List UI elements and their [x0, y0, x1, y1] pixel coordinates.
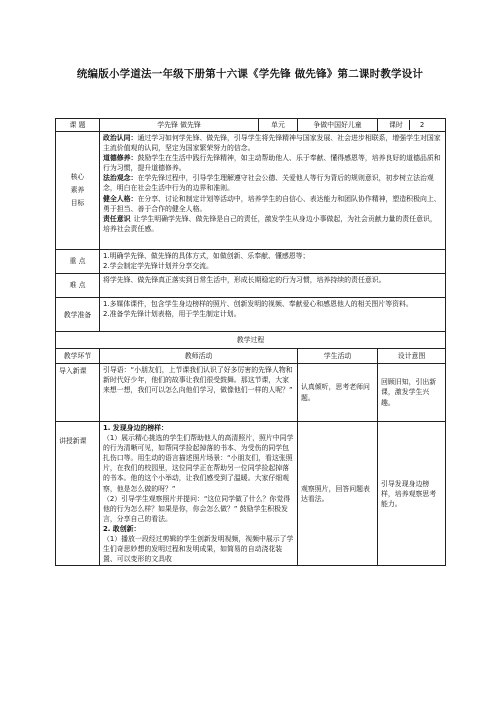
period-value: 2 — [409, 120, 434, 130]
process-row-intro — [56, 364, 446, 422]
difficult-points-row — [56, 274, 446, 298]
col-stage: 教学环节 — [56, 349, 100, 364]
unit-label: 单元 — [259, 119, 298, 132]
process-header-row — [56, 349, 446, 364]
goal-moral — [103, 153, 442, 173]
goal-law-text: 在学先锋过程中，引导学生理解遵守社会公德、关爱他人等行为背后的规则意识，初步树立法治观念，明白在社会生活中行为的边界和准则。 — [103, 174, 434, 193]
preparation-item-1: 1.多媒体课件，包含学生身边榜样的照片、创新发明的视频、奉献爱心和感恩他人的相关图片等资料。 — [103, 300, 413, 308]
preparation-label-text: 教学准备 — [63, 310, 92, 319]
goal-law — [103, 173, 442, 193]
period-cell — [378, 119, 446, 132]
teacher-intro: 引导语：“小朋友们，上节课我们认识了好多厉害的先锋人物和新时代好少年，他们的故事让我们很受鼓舞。那这节课，大家来想一想，我们可以怎么向他们学习，做像他们一样的人呢？” — [100, 364, 298, 422]
period-label: 课时 — [389, 120, 403, 129]
key-point-1: 1.明确学先锋、做先锋的具体方式，如做创新、乐奉献、懂感恩等； — [103, 252, 310, 260]
col-intent: 设计意图 — [378, 349, 446, 364]
process-row-teaching — [56, 422, 446, 566]
core-goals-label — [56, 132, 100, 250]
stage-teaching: 讲授新课 — [56, 422, 100, 566]
key-points-row — [56, 250, 446, 274]
teacher-teaching — [100, 422, 298, 566]
teacher-step1-head: 1. 发现身边的榜样： — [103, 424, 168, 432]
difficult-points-content: 将学先锋、做先锋真正落实到日常生活中，形成长期稳定的行为习惯，培养持续的责任意识。 — [100, 274, 446, 298]
teacher-step1-p2: （2）引导学生观察照片并提问：“这位同学做了什么？你觉得他的行为怎么样？如果是你，你会怎么做？” 鼓励学生积极发言，分享自己的看法。 — [103, 494, 291, 523]
topic-value: 学先锋 做先锋 — [100, 119, 259, 132]
student-teaching: 观察照片，回答问题表达看法。 — [298, 422, 378, 566]
goal-personality-head: 健全人格： — [103, 194, 138, 203]
header-row — [56, 119, 446, 132]
unit-value: 争做中国好儿童 — [298, 119, 378, 132]
key-points-content — [100, 250, 446, 274]
teacher-step2-head: 2. 敢创新： — [103, 524, 141, 533]
process-title-row — [56, 332, 446, 349]
lesson-plan-table — [55, 118, 446, 566]
col-student: 学生活动 — [298, 349, 378, 364]
core-goals-row — [56, 132, 446, 250]
preparation-label — [56, 298, 100, 332]
page-title: 统编版小学道法一年级下册第十六课《学先锋 做先锋》第二课时教学设计 — [76, 68, 424, 80]
preparation-item-2: 2.准备学先锋计划表格，用于学生制定计划。 — [103, 310, 241, 319]
goal-responsibility-text: 让学生明确学先锋、做先锋是自己的责任，激发学生从身边小事做起，为社会贡献力量的责任意识，培养社会责任感。 — [103, 214, 437, 233]
goal-political-head: 政治认同： — [103, 134, 138, 142]
goal-personality — [103, 194, 442, 214]
preparation-content — [100, 298, 446, 332]
key-point-2: 2.学会制定学先锋计划并分享交流。 — [103, 262, 213, 271]
goal-personality-text: 在分享、讨论和制定计划等活动中，培养学生的自信心、表达能力和团队协作精神，塑造积极向上、勇于担当、善于合作的健全人格。 — [103, 194, 441, 213]
intent-intro: 回顾旧知，引出新课，激发学生兴趣。 — [378, 364, 446, 422]
stage-intro: 导入新课 — [56, 364, 100, 422]
core-goals-content — [100, 132, 446, 250]
core-goals-label-text: 核心素养目标 — [70, 173, 85, 207]
teacher-step2-p1: （1）播放一段经过剪辑的学生创新发明视频，视频中展示了学生们奇思妙想的发明过程和发明成果，如简易的自动浇花装置、可以变形的文具收 — [103, 535, 294, 564]
difficult-points-label: 难 点 — [56, 274, 100, 298]
goal-responsibility — [103, 214, 442, 234]
goal-political — [103, 133, 442, 153]
goal-political-text: 通过学习如何学先锋、做先锋，引导学生将先锋精神与国家发展、社会进步相联系，增强学生对国家主流价值观的认同，坚定为国家繁荣努力的信念。 — [103, 134, 441, 153]
goal-responsibility-head: 责任意识 — [103, 214, 131, 223]
teacher-step1-p1: （1）展示精心挑选的学生们帮助他人的高清照片，照片中同学的行为清晰可见，如帮同学捡起掉落的书本、为受伤的同学包扎伤口等。用生动的语言描述照片场景：“小朋友们，看这张照片，在我们的校园里，这位同学正在帮助另一位同学捡起掉落的书本。他的这个小举动，让我们感受到了温暖。大家仔细观察，他是怎么做的呀？” — [103, 434, 294, 493]
topic-label: 课 题 — [56, 119, 100, 132]
key-points-label: 重 点 — [56, 250, 100, 274]
goal-moral-head: 道德修养： — [103, 154, 138, 163]
intent-teaching: 引导发现身边榜样，培养观察思考能力。 — [378, 422, 446, 566]
process-title: 教学过程 — [56, 332, 446, 349]
goal-moral-text: 鼓励学生在生活中践行先锋精神，如主动帮助他人、乐于奉献、懂得感恩等，培养良好的道德品质和行为习惯，提升道德修养。 — [103, 154, 441, 173]
col-teacher: 教师活动 — [100, 349, 298, 364]
preparation-row — [56, 298, 446, 332]
student-intro: 认真倾听，思考老师问题。 — [298, 364, 378, 422]
goal-law-head: 法治观念： — [103, 174, 138, 183]
